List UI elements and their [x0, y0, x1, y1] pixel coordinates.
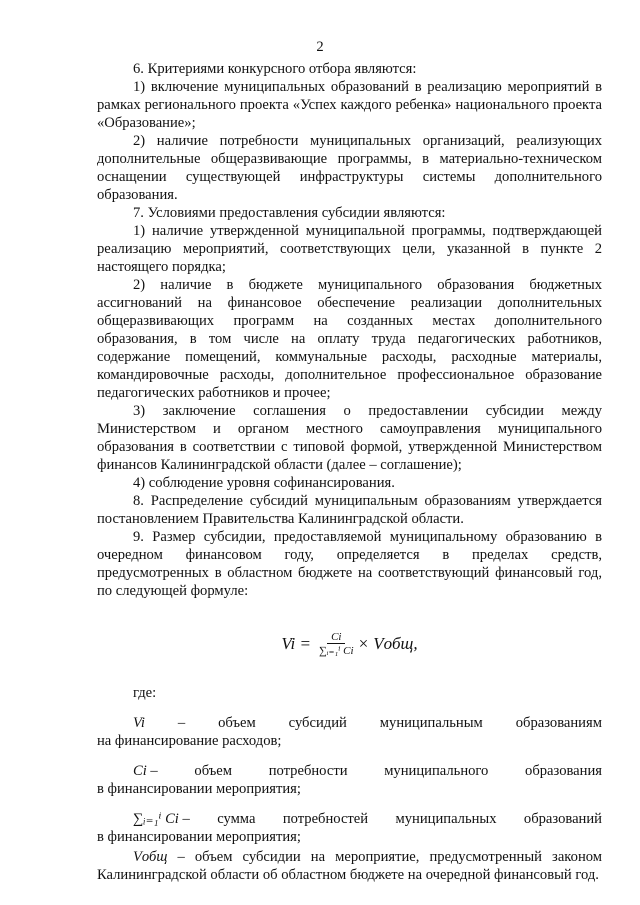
paragraph-6-2: 2) наличие потребности муниципальных организаций, реализующих дополнительные общеразвивающие программы, в материально-техническом оснащении существующей инфраструктуры системы дополнительного образования. — [97, 133, 602, 203]
formula-denominator: ∑ᵢ₌₁ⁱ Ci — [318, 645, 354, 657]
where-label: где: — [133, 685, 157, 701]
ci-word: объем — [194, 763, 233, 779]
ci-word: образования — [525, 763, 602, 779]
sum-rest: в финансировании мероприятия; — [97, 829, 301, 845]
paragraph-8: 8. Распределение субсидий муниципальным образованиям утверждается постановлением Правительства Калининградской области. — [97, 493, 602, 527]
ci-symbol: Ci – — [133, 763, 158, 779]
ci-rest: в финансировании мероприятия; — [97, 781, 301, 797]
paragraph-7-1: 1) наличие утвержденной муниципальной программы, подтверждающей реализацию мероприятий, соответствующих цели, указанной в пункте 2 настоящего порядка; — [97, 223, 602, 275]
vi-word: – — [177, 715, 186, 731]
vobsh-text: – объем субсидии на мероприятие, предусмотренный законом Калининградской области об областном бюджете на очередной финансовый год. — [97, 849, 603, 883]
vi-word: субсидий — [288, 715, 347, 731]
page-number: 2 — [316, 39, 324, 55]
vi-word: объем — [218, 715, 256, 731]
sum-word: сумма — [217, 811, 256, 827]
paragraph-7-4: 4) соблюдение уровня софинансирования. — [133, 475, 395, 491]
paragraph-7-3: 3) заключение соглашения о предоставлении субсидии между Министерством и органом местного самоуправления муниципального образования в соответствии с типовой формой, утвержденной Министерством финансов Калининградской области (далее – соглашение); — [97, 403, 602, 473]
document-body — [97, 60, 602, 884]
vi-rest: на финансирование расходов; — [97, 733, 282, 749]
paragraph-9: 9. Размер субсидии, предоставляемой муниципальному образованию в очередном финансовом году, определяется в пределах средств, предусмотренных в областном бюджете на соответствующий финансовый год, по следующей формуле: — [97, 529, 602, 599]
subsidy-formula — [97, 624, 602, 664]
formula-fraction — [319, 631, 354, 657]
sum-symbol: ∑ᵢ₌₁ⁱ Ci – — [133, 811, 190, 827]
formula-rhs: × Vобщ, — [357, 634, 418, 653]
vi-word: образованиям — [515, 715, 602, 731]
definition-ci — [97, 762, 602, 798]
formula-lhs: Vi = — [281, 634, 311, 653]
ci-word: потребности — [268, 763, 348, 779]
definition-vobsh — [97, 848, 602, 884]
sum-word: муниципальных — [395, 811, 497, 827]
paragraph-7: 7. Условиями предоставления субсидии являются: — [133, 205, 446, 221]
ci-word: муниципального — [384, 763, 489, 779]
paragraph-7-2: 2) наличие в бюджете муниципального образования бюджетных ассигнований на финансовое обеспечение реализации дополнительных общеразвивающих программ на созданных местах дополнительного образования, в том числе на оплату труда педагогических работников, содержание помещений, коммунальные расходы, расходные материалы, командировочные расходы, дополнительное профессиональное образование педагогических работников и прочее; — [97, 277, 602, 401]
vobsh-symbol: Vобщ — [133, 849, 168, 865]
vi-word: муниципальным — [379, 715, 483, 731]
sum-word: образований — [523, 811, 602, 827]
paragraph-6-1: 1) включение муниципальных образований в реализацию мероприятий в рамках регионального проекта «Успех каждого ребенка» национального проекта «Образование»; — [97, 79, 602, 131]
definition-sum — [97, 810, 602, 846]
sum-word: потребностей — [282, 811, 369, 827]
vi-symbol: Vi — [133, 715, 145, 731]
definition-vi — [97, 714, 602, 750]
paragraph-6: 6. Критериями конкурсного отбора являются: — [133, 61, 417, 77]
formula-numerator: Ci — [327, 631, 345, 644]
